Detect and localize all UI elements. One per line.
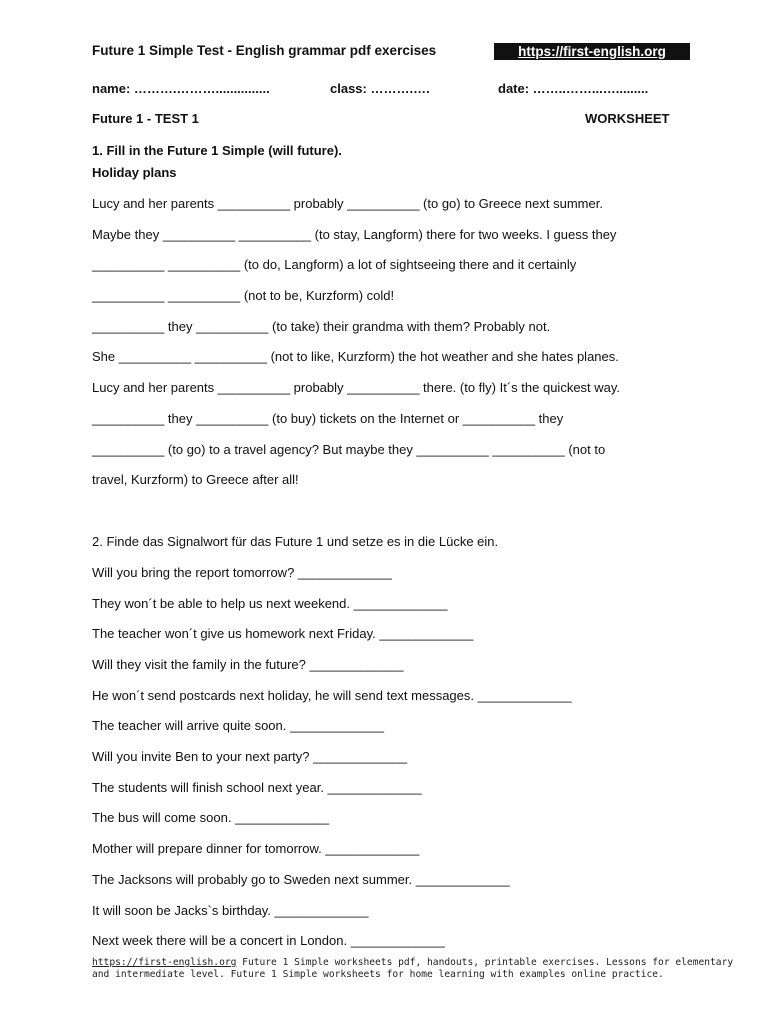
exercise2-line: The teacher won´t give us homework next Friday. _____________ xyxy=(92,626,474,641)
exercise2-line: Will you bring the report tomorrow? _____________ xyxy=(92,565,392,580)
footer-text-line1: Future 1 Simple worksheets pdf, handouts, printable exercises. Lessons for elementary xyxy=(236,957,734,968)
site-url-link[interactable]: https://first-english.org xyxy=(494,43,690,60)
exercise2-line: Next week there will be a concert in London. _____________ xyxy=(92,933,445,948)
exercise2-line: It will soon be Jacks`s birthday. _____________ xyxy=(92,903,369,918)
exercise1-title: 1. Fill in the Future 1 Simple (will future). xyxy=(92,143,342,158)
footer-text-line2: and intermediate level. Future 1 Simple worksheets for home learning with examples online practice. xyxy=(92,969,664,980)
exercise1-line: __________ __________ (not to be, Kurzform) cold! xyxy=(92,288,395,303)
worksheet-label: WORKSHEET xyxy=(585,111,670,126)
exercise1-line: __________ they __________ (to buy) tickets on the Internet or __________ they xyxy=(92,411,564,426)
exercise1-line: She __________ __________ (not to like, Kurzform) the hot weather and she hates planes. xyxy=(92,349,619,364)
exercise2-line: The students will finish school next year. _____________ xyxy=(92,780,422,795)
exercise1-line: Lucy and her parents __________ probably __________ (to go) to Greece next summer. xyxy=(92,196,603,211)
exercise2-line: Mother will prepare dinner for tomorrow. _____________ xyxy=(92,841,420,856)
exercise2-title: 2. Finde das Signalwort für das Future 1 und setze es in die Lücke ein. xyxy=(92,534,499,549)
class-field: class: ……….…. xyxy=(330,81,430,96)
exercise1-line: Maybe they __________ __________ (to stay, Langform) there for two weeks. I guess they xyxy=(92,227,617,242)
exercise2-line: Will you invite Ben to your next party? _____________ xyxy=(92,749,408,764)
exercise2-line: Will they visit the family in the future? _____________ xyxy=(92,657,404,672)
exercise2-line: They won´t be able to help us next weekend. _____________ xyxy=(92,596,448,611)
date-field: date: ……..……...…......... xyxy=(498,81,649,96)
exercise1-line: __________ (to go) to a travel agency? But maybe they __________ __________ (not to xyxy=(92,442,606,457)
exercise1-line: Lucy and her parents __________ probably __________ there. (to fly) It´s the quickest way. xyxy=(92,380,621,395)
worksheet-title: Future 1 Simple Test - English grammar pdf exercises xyxy=(92,43,437,58)
exercise1-line: travel, Kurzform) to Greece after all! xyxy=(92,472,299,487)
exercise2-line: He won´t send postcards next holiday, he will send text messages. _____________ xyxy=(92,688,572,703)
exercise1-line: __________ __________ (to do, Langform) a lot of sightseeing there and it certainly xyxy=(92,257,577,272)
exercise1-line: __________ they __________ (to take) their grandma with them? Probably not. xyxy=(92,319,551,334)
exercise2-line: The bus will come soon. _____________ xyxy=(92,810,330,825)
name-field: name: ……….………............... xyxy=(92,81,270,96)
exercise1-subtitle: Holiday plans xyxy=(92,165,177,180)
exercise2-line: The teacher will arrive quite soon. _____________ xyxy=(92,718,384,733)
footer-text xyxy=(92,957,733,981)
footer-link[interactable]: https://first-english.org xyxy=(92,957,237,968)
exercise2-line: The Jacksons will probably go to Sweden next summer. _____________ xyxy=(92,872,510,887)
test-label: Future 1 - TEST 1 xyxy=(92,111,199,126)
